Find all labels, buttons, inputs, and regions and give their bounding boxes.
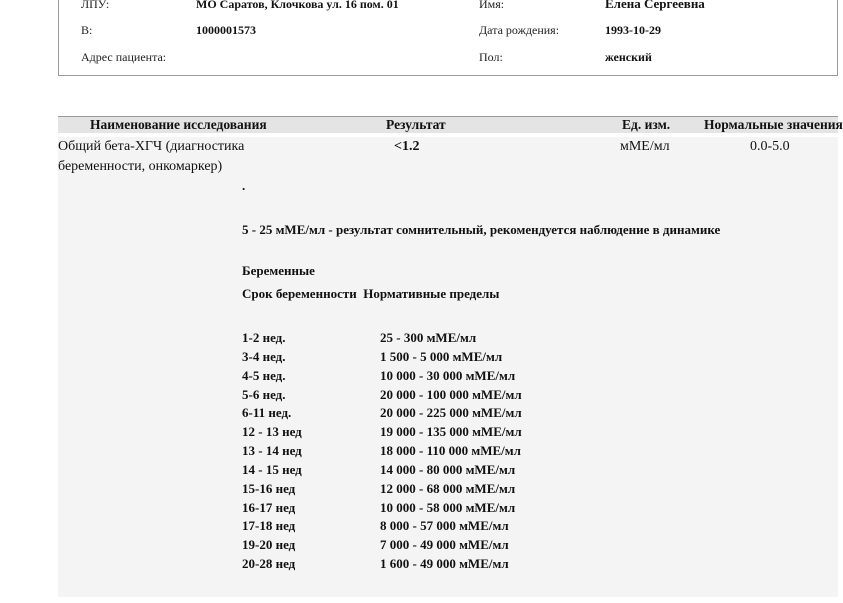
norm-range: 14 000 - 80 000 мМЕ/мл [380,461,516,477]
norm-period: 6-11 нед. [242,405,292,421]
test-result: <1.2 [394,139,420,154]
header-test-name: Наименование исследования [90,117,267,132]
comment-warning: 5 - 25 мМЕ/мл - результат сомнительный, рекомендуется наблюдение в динамике [242,222,721,237]
norm-range: 19 000 - 135 000 мМЕ/мл [380,424,522,440]
norm-range: 20 000 - 100 000 мМЕ/мл [380,386,522,402]
sex-label: Пол: [479,50,503,64]
test-name: Общий бета-ХГЧ (диагностика беременности, онкомаркер) [58,139,245,174]
patient-name-value: Елена Сергеевна [605,0,705,11]
test-unit: мМЕ/мл [620,139,670,154]
norm-period: 13 - 14 нед [242,443,302,459]
norm-range: 12 000 - 68 000 мМЕ/мл [380,480,516,496]
norm-range: 10 000 - 30 000 мМЕ/мл [380,367,516,383]
sex-value: женский [605,50,652,64]
norm-period: 19-20 нед [242,537,296,553]
norm-range: 18 000 - 110 000 мМЕ/мл [380,443,521,459]
norm-range: 10 000 - 58 000 мМЕ/мл [380,499,516,515]
col-norm-label: Нормативные пределы [363,286,500,301]
comment-dot: . [242,178,246,193]
norm-range: 1 500 - 5 000 мМЕ/мл [380,348,503,364]
dob-value: 1993-10-29 [605,23,661,37]
lpu-label: ЛПУ: [81,0,110,11]
dob-label: Дата рождения: [479,23,560,37]
norm-period: 4-5 нед. [242,367,286,383]
id-label: В: [81,23,93,37]
pregnant-title: Беременные [242,263,315,278]
pregnant-columns [242,286,499,302]
norm-period: 1-2 нед. [242,330,286,345]
norm-range: 1 600 - 49 000 мМЕ/мл [380,556,509,572]
norm-period: 20-28 нед [242,556,296,572]
test-norm: 0.0-5.0 [750,139,790,154]
lpu-value: МО Саратов, Клочкова ул. 16 пом. 01 [196,0,399,11]
results-table-body [58,137,838,597]
norm-period: 15-16 нед [242,480,296,496]
header-unit: Ед. изм. [622,117,671,132]
norm-period: 17-18 нед [242,518,296,534]
norm-range: 20 000 - 225 000 мМЕ/мл [380,405,522,421]
header-norm: Нормальные значения [704,117,843,132]
norm-range: 8 000 - 57 000 мМЕ/мл [380,518,509,534]
norm-period: 16-17 нед [242,499,296,515]
results-table-header [58,116,843,133]
patient-info-box [58,0,838,76]
address-label: Адрес пациента: [81,50,167,64]
norm-period: 5-6 нед. [242,386,286,402]
header-result: Результат [386,117,446,132]
norm-period: 3-4 нед. [242,348,286,364]
norm-period: 14 - 15 нед [242,461,302,477]
norm-range: 25 - 300 мМЕ/мл [380,330,477,345]
norm-period: 12 - 13 нед [242,424,302,440]
name-label: Имя: [479,0,505,11]
norm-range: 7 000 - 49 000 мМЕ/мл [380,537,509,553]
col-period-label: Срок беременности [242,286,357,301]
id-value: 1000001573 [196,23,256,37]
